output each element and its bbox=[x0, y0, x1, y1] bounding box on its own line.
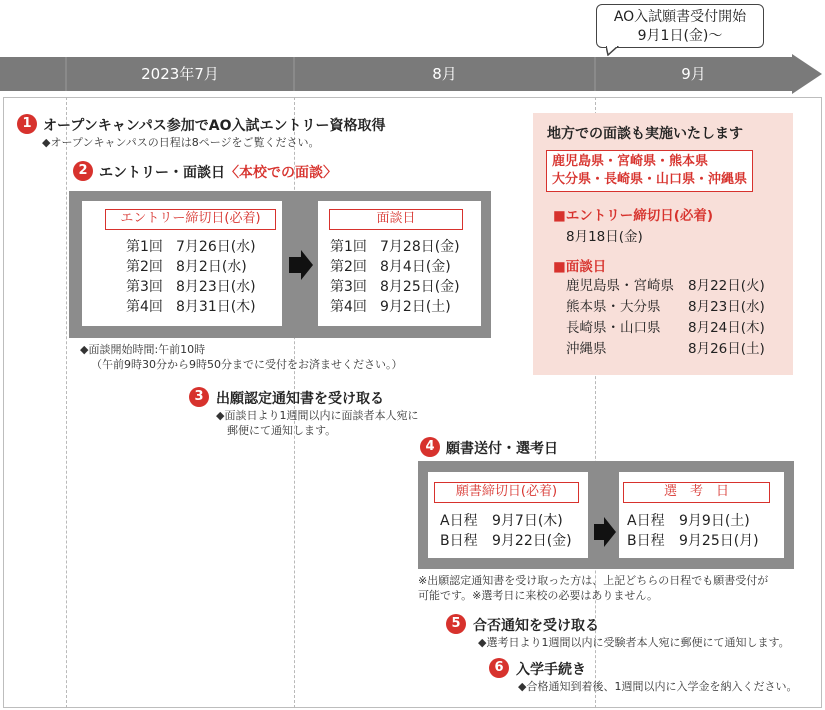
arrow-right-icon bbox=[289, 250, 313, 280]
interview-date-list bbox=[330, 237, 460, 317]
step-3-note-2: 郵便にて通知します。 bbox=[227, 424, 337, 437]
entry-deadline-label: エントリー締切日(必着) bbox=[105, 209, 276, 230]
entry-deadline-row: 第2回 8月2日(水) bbox=[126, 259, 247, 275]
regional-interview-list bbox=[566, 276, 765, 360]
step-4-note-1: ※出願認定通知書を受け取った方は、上記どちらの日程でも願書受付が bbox=[418, 574, 769, 587]
application-start-callout bbox=[596, 4, 764, 48]
step-4-badge: 4 bbox=[420, 437, 440, 457]
regional-interview-heading: ■面談日 bbox=[553, 259, 607, 275]
step-2-badge: 2 bbox=[73, 161, 93, 181]
interview-date-row: 第4回 9月2日(土) bbox=[330, 299, 451, 315]
step-6-badge: 6 bbox=[489, 658, 509, 678]
application-deadline-label: 願書締切日(必着) bbox=[434, 482, 579, 503]
step-3-title: 出願認定通知書を受け取る bbox=[216, 391, 384, 407]
regional-interview-row: 鹿児島県・宮崎県 8月22日(火) bbox=[566, 278, 765, 294]
step-3-note-1: ◆面談日より1週間以内に面談者本人宛に bbox=[216, 409, 419, 422]
step-1-note: ◆オープンキャンパスの日程は8ページをご覧ください。 bbox=[42, 136, 320, 149]
grid-line-july bbox=[66, 97, 67, 708]
regional-interview-row: 熊本県・大分県 8月23日(水) bbox=[566, 299, 765, 315]
step-2-title-text: エントリー・面談日 bbox=[99, 165, 225, 181]
timeline-month-august: 8月 bbox=[432, 65, 457, 83]
regional-entry-heading: ■エントリー締切日(必着) bbox=[553, 208, 714, 224]
step-3-badge: 3 bbox=[189, 387, 209, 407]
regional-entry-date: 8月18日(金) bbox=[566, 229, 643, 245]
regional-prefectures-line-1: 鹿児島県・宮崎県・熊本県 bbox=[552, 154, 709, 169]
entry-deadline-list bbox=[126, 237, 256, 317]
selection-date-row: B日程 9月25日(月) bbox=[627, 533, 759, 549]
selection-date-list bbox=[627, 511, 759, 551]
step-1-badge: 1 bbox=[17, 114, 37, 134]
step-6-title: 入学手続き bbox=[516, 662, 586, 678]
application-deadline-list bbox=[440, 511, 572, 551]
callout-line-2: 9月1日(金)〜 bbox=[637, 28, 723, 44]
regional-prefectures-box bbox=[546, 150, 753, 192]
timeline-month-july: 2023年7月 bbox=[141, 65, 219, 83]
application-deadline-row: B日程 9月22日(金) bbox=[440, 533, 572, 549]
timeline-month-september: 9月 bbox=[681, 65, 706, 83]
step-2-note-1: ◆面談開始時間:午前10時 bbox=[80, 343, 206, 356]
step-2-subtitle: 〈本校での面談〉 bbox=[225, 165, 337, 181]
step-4-note-2: 可能です。※選考日に来校の必要はありません。 bbox=[418, 589, 658, 602]
regional-interview-row: 長崎県・山口県 8月24日(木) bbox=[566, 320, 765, 336]
regional-interview-row: 沖縄県 8月26日(土) bbox=[566, 341, 765, 357]
step-6-note: ◆合格通知到着後、1週間以内に入学金を納入ください。 bbox=[518, 680, 798, 693]
application-deadline-row: A日程 9月7日(木) bbox=[440, 513, 563, 529]
step-5-badge: 5 bbox=[446, 614, 466, 634]
interview-date-row: 第3回 8月25日(金) bbox=[330, 279, 460, 295]
arrow-right-icon bbox=[594, 517, 616, 547]
interview-date-label: 面談日 bbox=[329, 209, 463, 230]
interview-date-row: 第2回 8月4日(金) bbox=[330, 259, 451, 275]
selection-date-row: A日程 9月9日(土) bbox=[627, 513, 750, 529]
entry-deadline-row: 第4回 8月31日(木) bbox=[126, 299, 256, 315]
entry-deadline-row: 第3回 8月23日(水) bbox=[126, 279, 256, 295]
entry-deadline-row: 第1回 7月26日(水) bbox=[126, 239, 256, 255]
callout-line-1: AO入試願書受付開始 bbox=[613, 9, 747, 25]
step-2-note-2: （午前9時30分から9時50分までに受付をお済ませください。） bbox=[91, 358, 403, 371]
step-2-title bbox=[99, 162, 337, 182]
step-1-title: オープンキャンパス参加でAO入試エントリー資格取得 bbox=[43, 118, 386, 134]
step-5-title: 合否通知を受け取る bbox=[473, 618, 599, 634]
interview-date-row: 第1回 7月28日(金) bbox=[330, 239, 460, 255]
selection-date-label: 選 考 日 bbox=[623, 482, 770, 503]
regional-title: 地方での面談も実施いたします bbox=[547, 126, 743, 142]
step-4-title: 願書送付・選考日 bbox=[446, 441, 558, 457]
regional-prefectures-line-2: 大分県・長崎県・山口県・沖縄県 bbox=[552, 172, 748, 187]
step-5-note: ◆選考日より1週間以内に受験者本人宛に郵便にて通知します。 bbox=[478, 636, 790, 649]
